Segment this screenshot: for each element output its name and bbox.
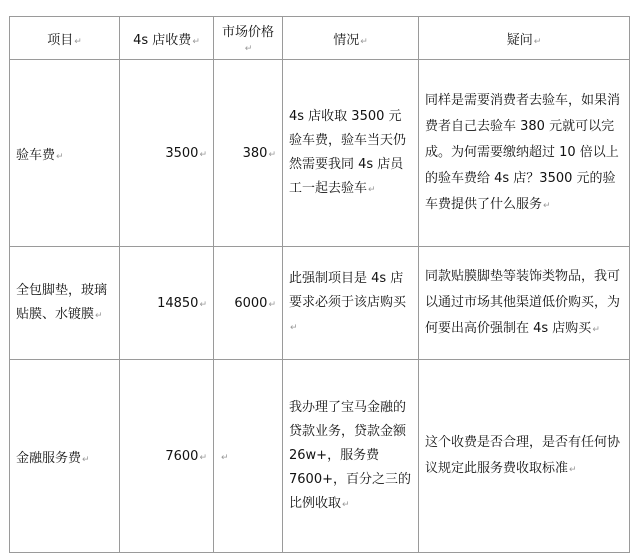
table-row bbox=[10, 60, 630, 247]
cell-situation: 此强制项目是 4s 店要求必须于该店购买↵ bbox=[283, 247, 419, 360]
cell-item: 金融服务费↵ bbox=[10, 360, 120, 553]
header-market: 市场价格↵ bbox=[214, 17, 283, 60]
header-item: 项目↵ bbox=[10, 17, 120, 60]
header-market-label: 市场价格 bbox=[221, 25, 274, 40]
header-situation: 情况↵ bbox=[283, 17, 419, 60]
cell-item: 全包脚垫，玻璃贴膜、水镀膜↵ bbox=[10, 247, 120, 360]
cell-situation: 4s 店收取 3500 元验车费，验车当天仍然需要我同 4s 店员工一起去验车↵ bbox=[283, 60, 419, 247]
cell-fee: 3500↵ bbox=[120, 60, 214, 247]
header-situation-label: 情况 bbox=[333, 32, 360, 48]
cell-market: ↵ bbox=[214, 360, 283, 553]
cell-fee: 7600↵ bbox=[120, 360, 214, 553]
cell-market: 380↵ bbox=[214, 60, 283, 247]
header-fee: 4s 店收费↵ bbox=[120, 17, 214, 60]
header-question: 疑问↵ bbox=[419, 17, 630, 60]
cell-question: 这个收费是否合理，是否有任何协议规定此服务费收取标准↵ bbox=[419, 360, 630, 553]
header-fee-label: 4s 店收费 bbox=[133, 32, 192, 48]
table-row bbox=[10, 247, 630, 360]
table-row bbox=[10, 360, 630, 553]
table-header-row bbox=[10, 17, 630, 60]
cell-fee: 14850↵ bbox=[120, 247, 214, 360]
cell-market: 6000↵ bbox=[214, 247, 283, 360]
cell-question: 同样是需要消费者去验车，如果消费者自己去验车 380 元就可以完成。为何需要缴纳超过 10 倍以上的验车费给 4s 店？3500 元的验车费提供了什么服务↵ bbox=[419, 60, 630, 247]
cell-situation: 我办理了宝马金融的贷款业务，贷款金额 26w+，服务费 7600+，百分之三的比例收取↵ bbox=[283, 360, 419, 553]
cell-question: 同款贴膜脚垫等装饰类物品，我可以通过市场其他渠道低价购买，为何要出高价强制在 4s 店购买↵ bbox=[419, 247, 630, 360]
header-item-label: 项目 bbox=[47, 32, 74, 48]
cell-item: 验车费↵ bbox=[10, 60, 120, 247]
header-question-label: 疑问 bbox=[506, 32, 533, 48]
fee-table bbox=[9, 16, 630, 553]
